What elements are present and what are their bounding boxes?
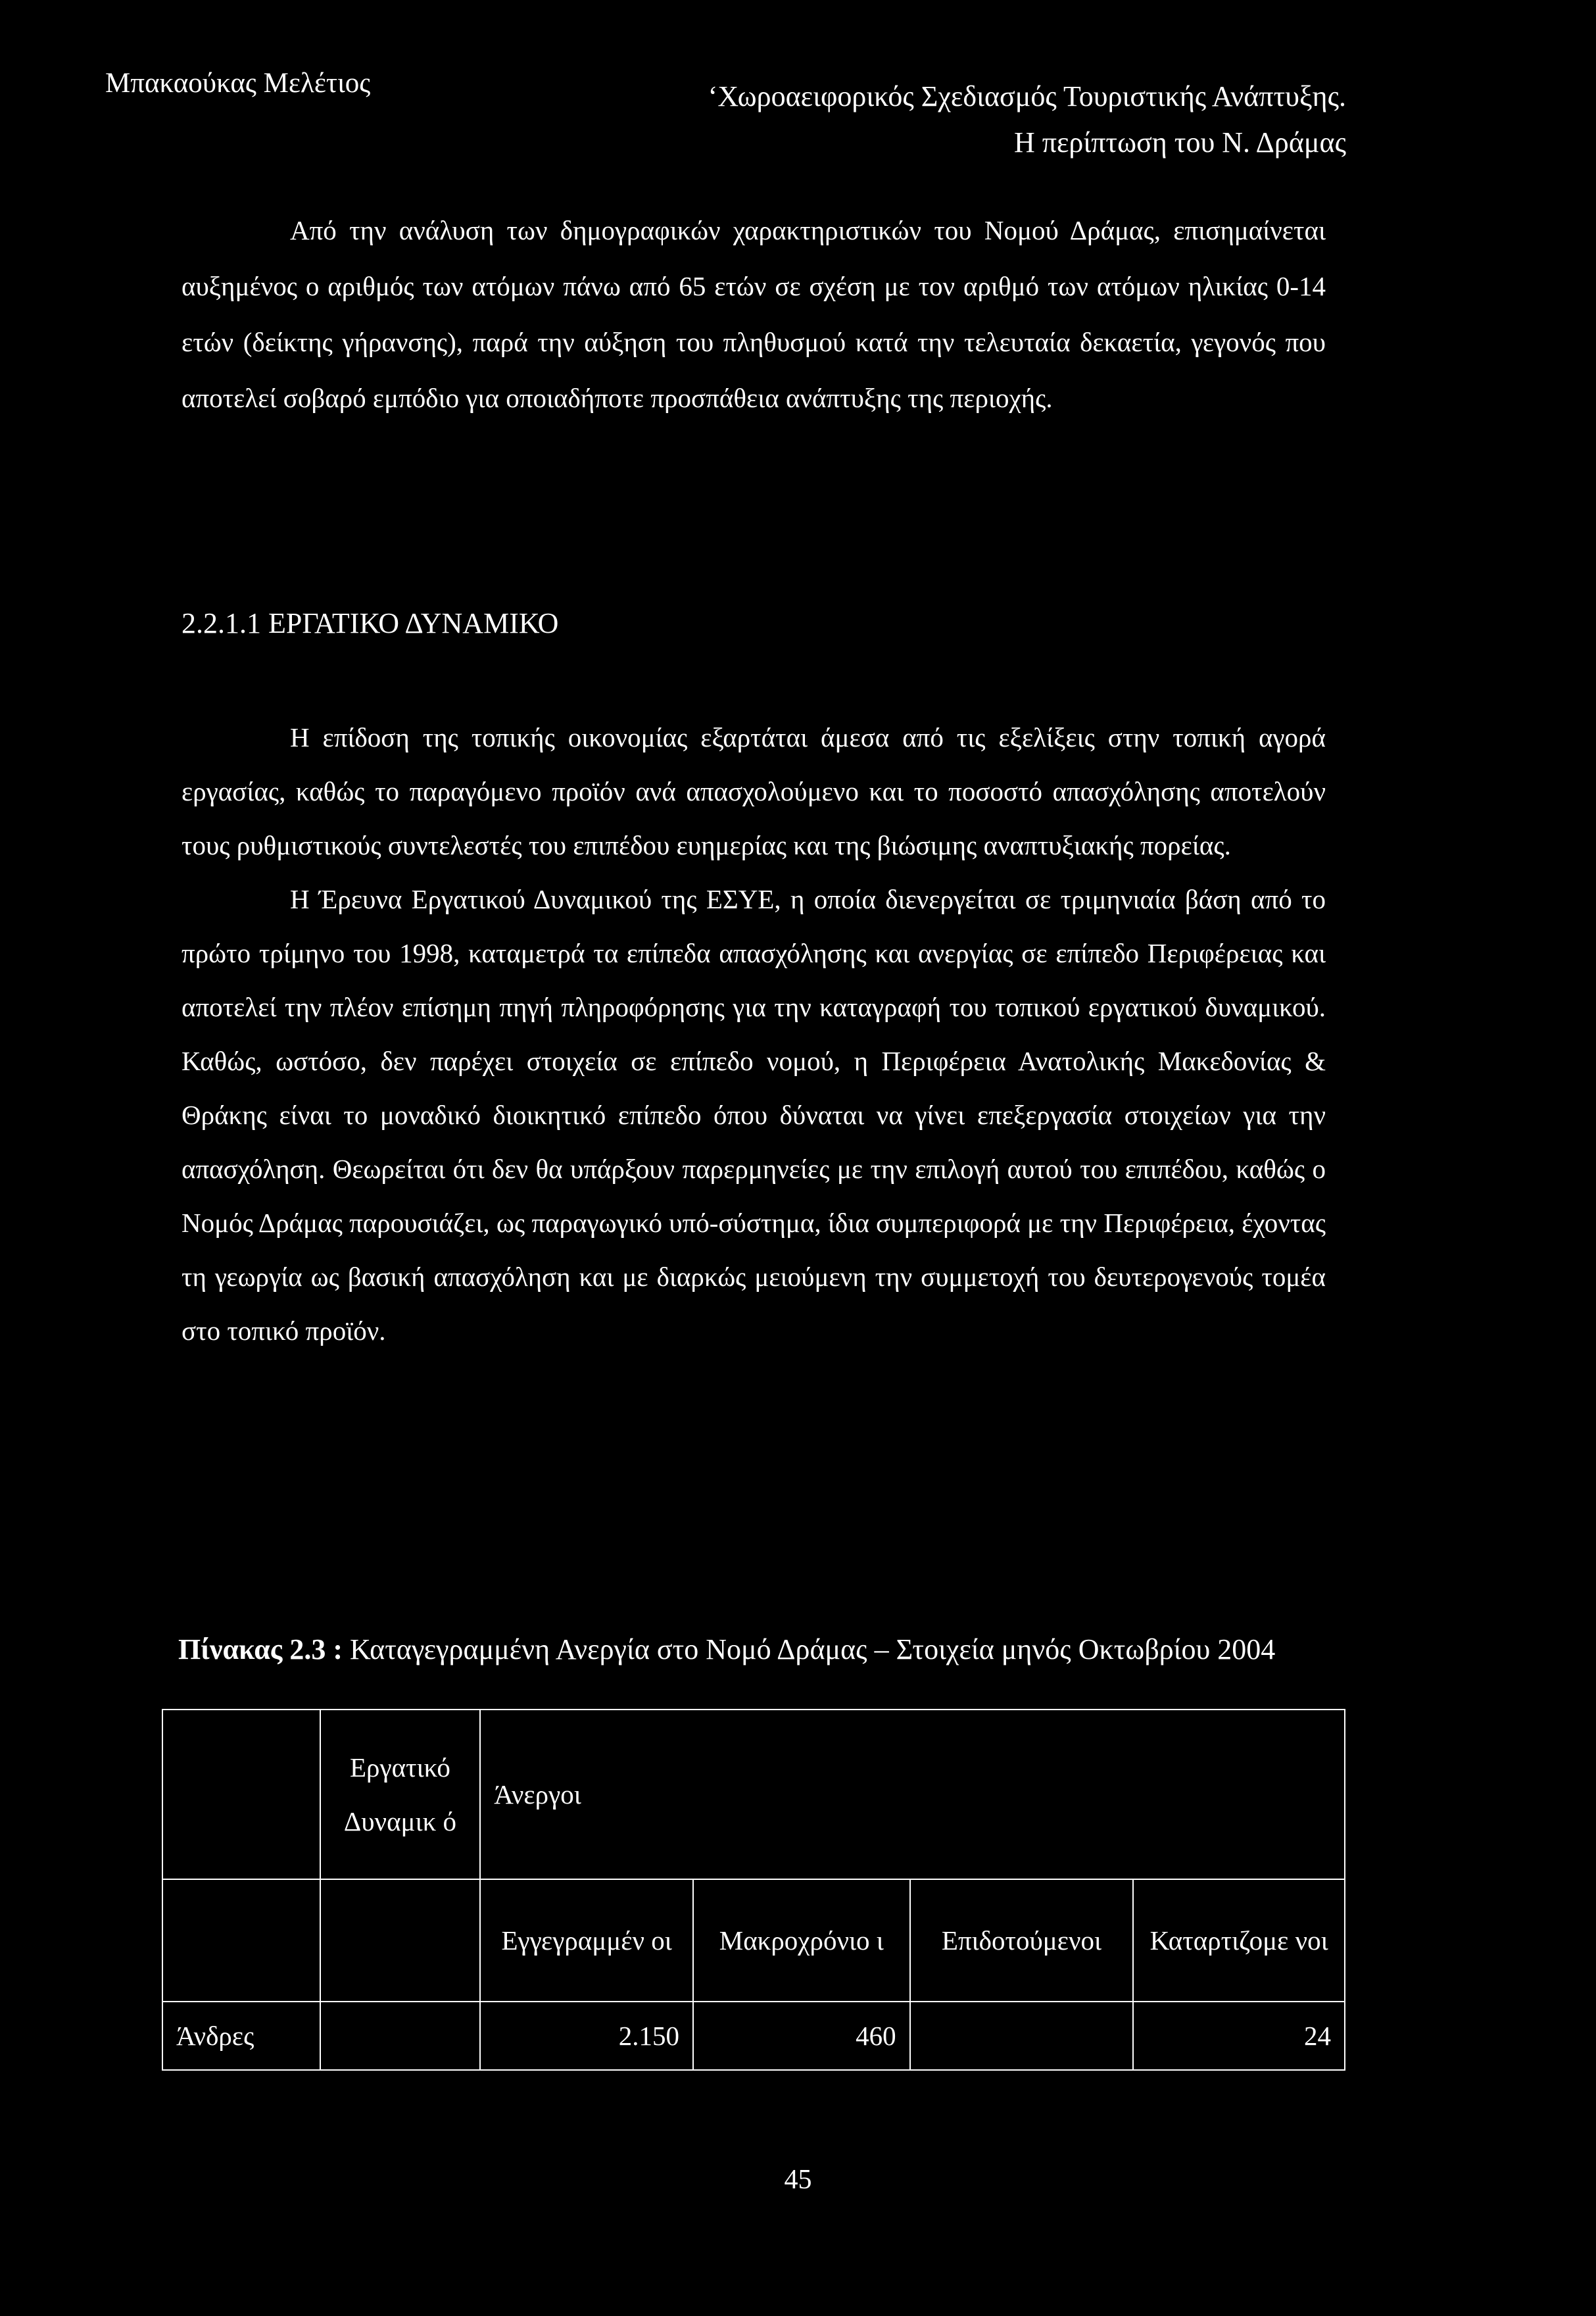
table-caption xyxy=(178,1631,1309,1667)
cell-subsidised xyxy=(910,2002,1134,2070)
intro-paragraph: Από την ανάλυση των δημογραφικών χαρακτηριστικών του Νομού Δράμας, επισημαίνεται αυξημένος ο αριθμός των ατόμων πάνω από 65 ετών σε σχέση με τον αριθμό των ατόμων ηλικίας 0-14 ετών (δείκτης γήρανσης), παρά την αύξηση του πληθυσμού κατά την τελευταία δεκαετία, γεγονός που αποτελεί σοβαρό εμπόδιο για οποιαδήποτε προσπάθεια ανάπτυξης της περιοχής. xyxy=(181,215,1326,413)
row-label: Άνδρες xyxy=(162,2002,320,2070)
header-subsidised: Επιδοτούμενοι xyxy=(910,1879,1134,2002)
table-caption-text: Καταγεγραμμένη Ανεργία στο Νομό Δράμας – Στοιχεία μηνός Οκτωβρίου 2004 xyxy=(350,1633,1276,1665)
header-long-term: Μακροχρόνιο ι xyxy=(693,1879,910,2002)
header-in-training: Καταρτιζομε νοι xyxy=(1133,1879,1345,2002)
header-title-line1: ‘Χωροαειφορικός Σχεδιασμός Τουριστικής Ανάπτυξης. xyxy=(708,80,1346,112)
table-row xyxy=(162,2002,1345,2070)
unemployment-table xyxy=(162,1709,1345,2071)
table-caption-label: Πίνακας 2.3 : xyxy=(178,1633,343,1665)
cell-in-training: 24 xyxy=(1133,2002,1345,2070)
page-number: 45 xyxy=(784,2165,812,2195)
body-paragraph-2: Η Έρευνα Εργατικού Δυναμικού της ΕΣΥΕ, η οποία διενεργείται σε τριμηνιαία βάση από το πρώτο τρίμηνο του 1998, καταμετρά τα επίπεδα απασχόλησης και ανεργίας σε επίπεδο Περιφέρειας και αποτελεί την πλέον επίσημη πηγή πληροφόρησης για την καταγραφή του τοπικού εργατικού δυναμικού. Καθώς, ωστόσο, δεν παρέχει στοιχεία σε επίπεδο νομού, η Περιφέρεια Ανατολικής Μακεδονίας & Θράκης είναι το μοναδικό διοικητικό επίπεδο όπου δύναται να γίνει επεξεργασία στοιχείων για την απασχόληση. Θεωρείται ότι δεν θα υπάρξουν παρερμηνείες με την επιλογή αυτού του επιπέδου, καθώς ο Νομός Δράμας παρουσιάζει, ως παραγωγικό υπό-σύστημα, ίδια συμπεριφορά με την Περιφέρεια, έχοντας τη γεωργία ως βασική απασχόληση και με διαρκώς μειούμενη την συμμετοχή του δευτερογενούς τομέα στο τοπικό προϊόν. xyxy=(181,884,1326,1346)
table-corner-cell xyxy=(162,1710,320,1879)
header-unemployed: Άνεργοι xyxy=(480,1710,1345,1879)
intro-paragraph-block xyxy=(181,203,1326,426)
section-heading: 2.2.1.1 ΕΡΓΑΤΙΚΟ ΔΥΝΑΜΙΚΟ xyxy=(181,607,559,639)
header-title xyxy=(708,74,1346,166)
table-header-row-1 xyxy=(162,1710,1345,1879)
cell-labour-force xyxy=(320,2002,481,2070)
header-labour-force: Εργατικό Δυναμικ ό xyxy=(320,1710,481,1879)
header-registered: Εγγεγραμμέν οι xyxy=(480,1879,693,2002)
header-title-line2: Η περίπτωση του Ν. Δράμας xyxy=(1013,126,1346,159)
table-empty-cell xyxy=(320,1879,481,2002)
cell-long-term: 460 xyxy=(693,2002,910,2070)
table-empty-cell xyxy=(162,1879,320,2002)
cell-registered: 2.150 xyxy=(480,2002,693,2070)
table-header-row-2 xyxy=(162,1879,1345,2002)
body-paragraphs xyxy=(181,710,1326,1358)
header-author: Μπακαούκας Μελέτιος xyxy=(105,68,371,99)
body-paragraph-1: Η επίδοση της τοπικής οικονομίας εξαρτάται άμεσα από τις εξελίξεις στην τοπική αγορά εργασίας, καθώς το παραγόμενο προϊόν ανά απασχολούμενο και το ποσοστό απασχόλησης αποτελούν τους ρυθμιστικούς συντελεστές του επιπέδου ευημερίας και της βιώσιμης αναπτυξιακής πορείας. xyxy=(181,722,1326,860)
